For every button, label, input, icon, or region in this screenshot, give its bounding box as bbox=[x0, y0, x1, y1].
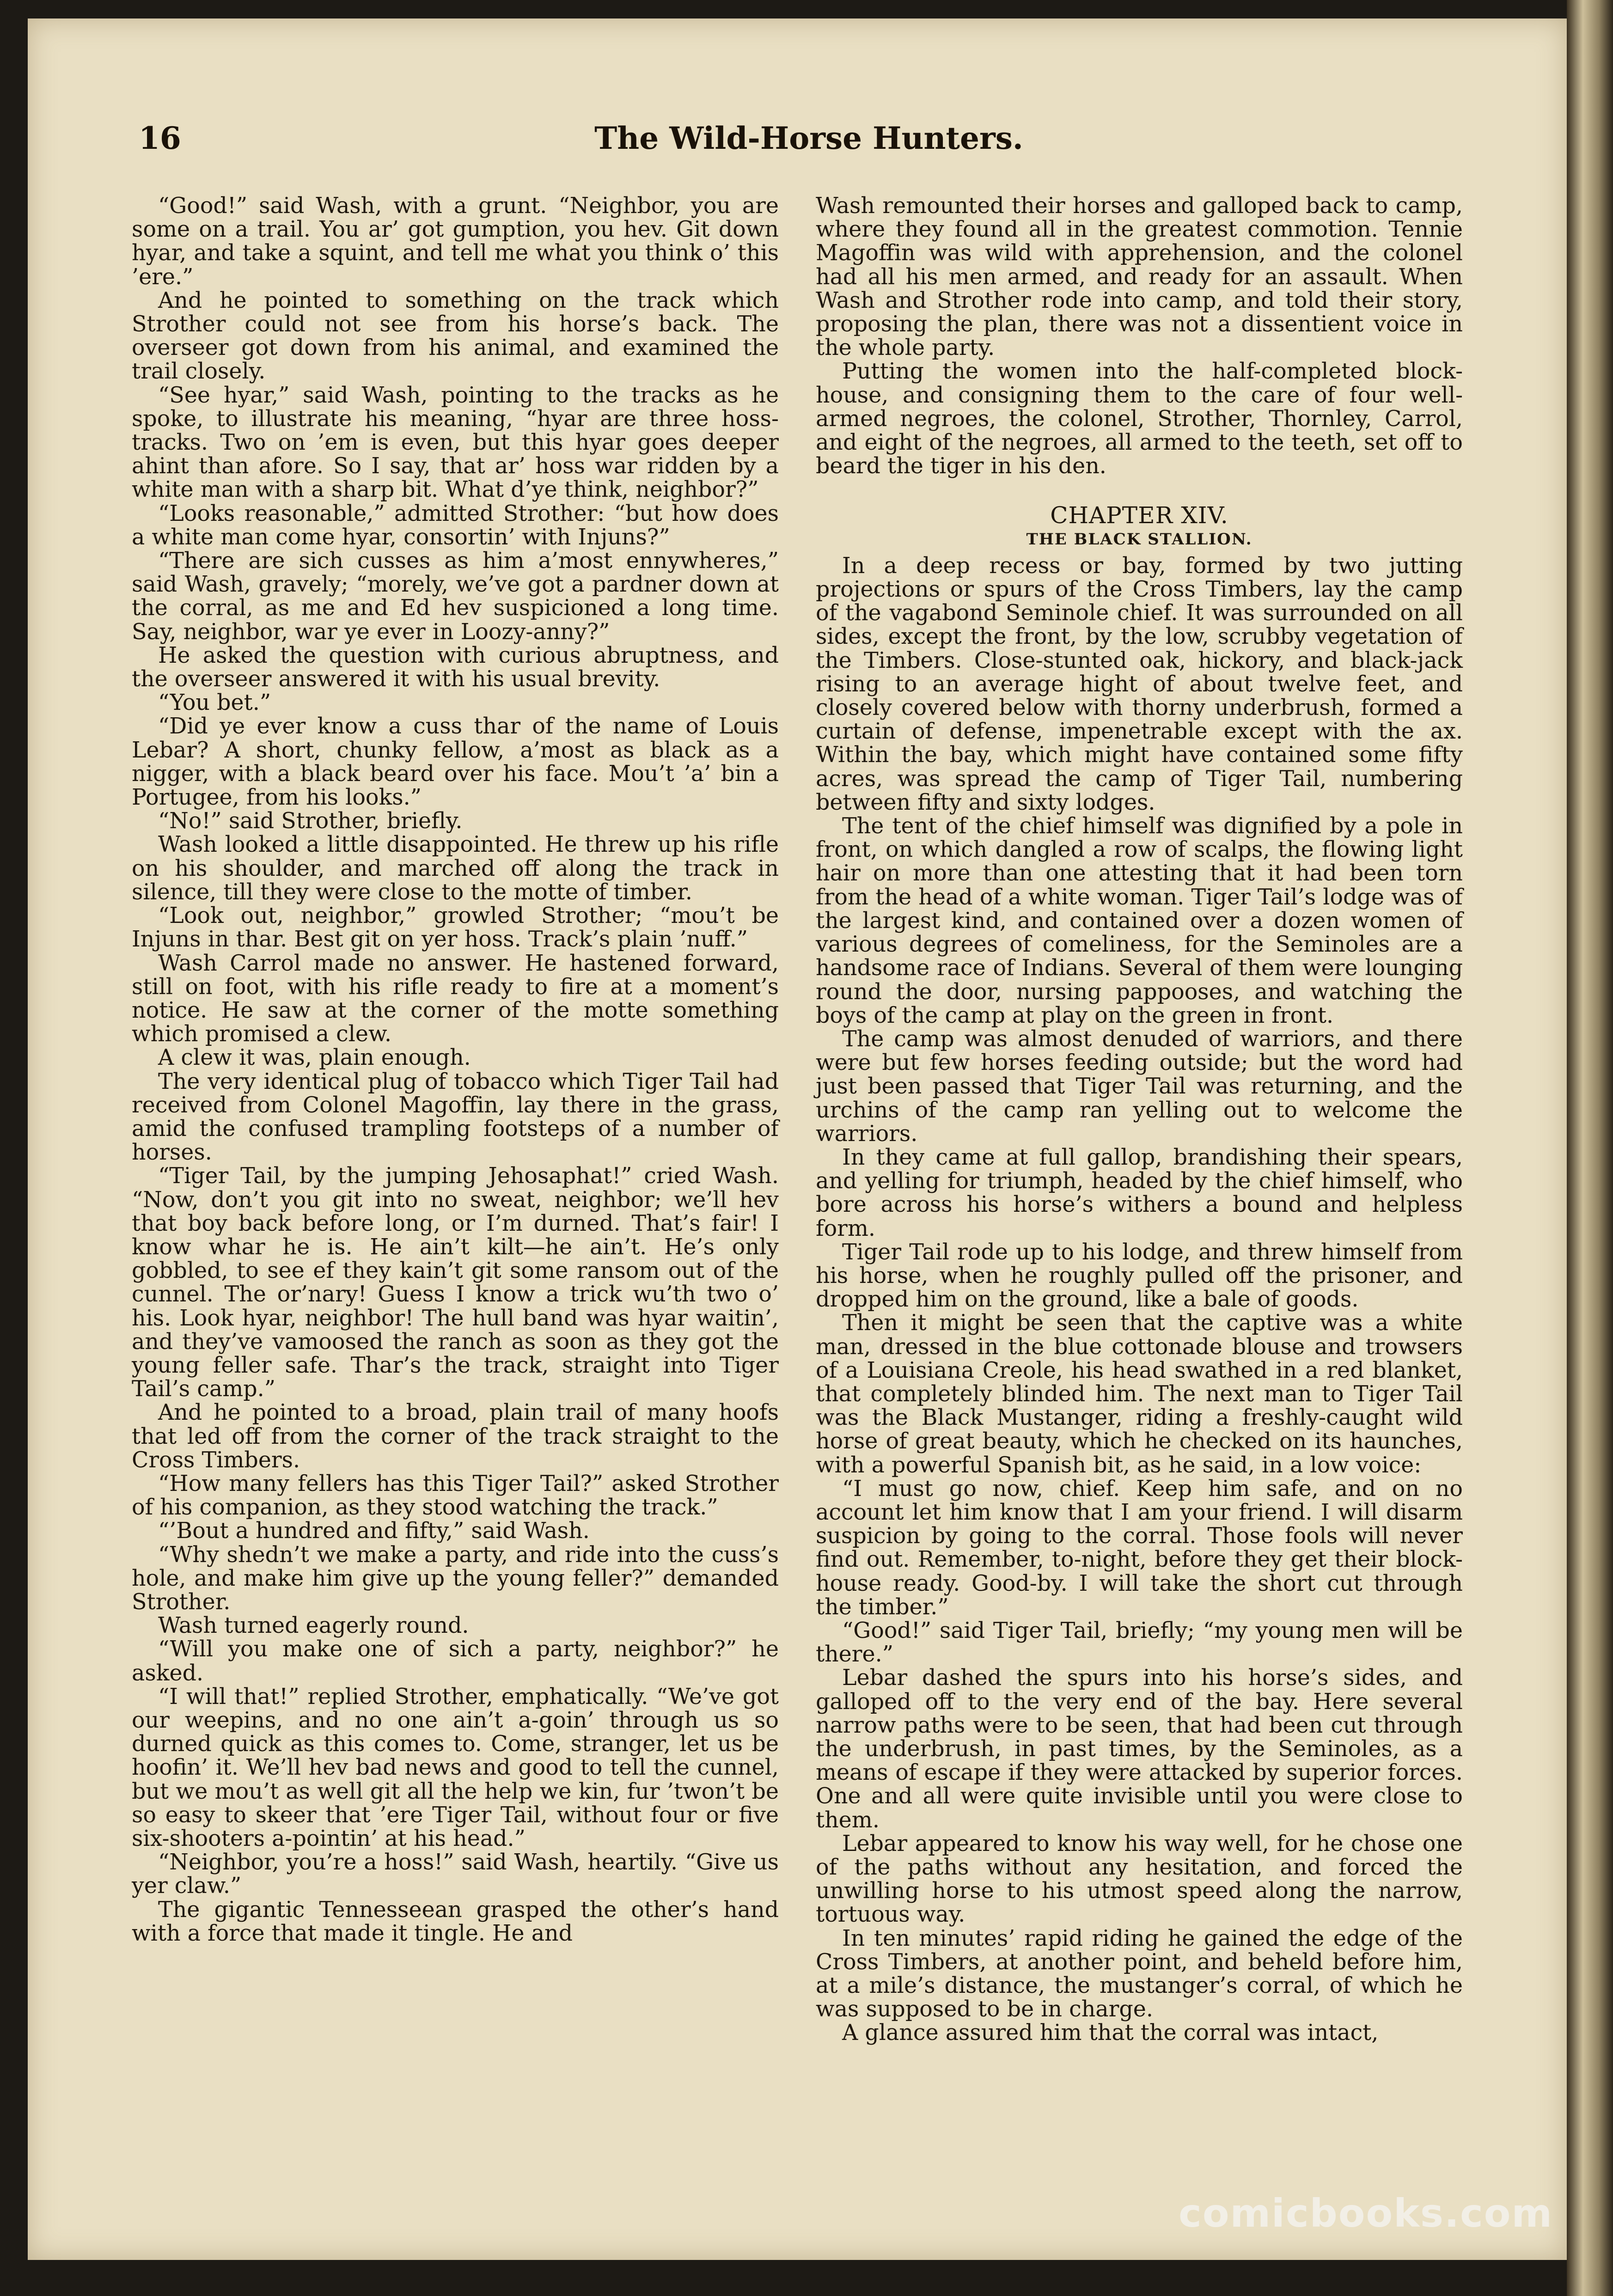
paragraph: Wash turned eagerly round. bbox=[158, 1613, 469, 1639]
watermark: comicbooks.com bbox=[1179, 2191, 1553, 2236]
paragraph: And he pointed to a broad, plain trail of many hoofs that led off from the corner of the track straight to the Cross Timbers. bbox=[132, 1400, 779, 1473]
paragraph: “’Bout a hundred and fifty,” said Wash. bbox=[158, 1518, 590, 1544]
paragraph: Putting the women into the half-completed block-house, and consigning them to the care of four well-armed negroes, the colonel, Strother, Thornley, Carrol, and eight of the negroes, all armed to the teeth, set off to beard the tiger in his den. bbox=[816, 359, 1463, 479]
paragraph: The tent of the chief himself was dignified by a pole in front, on which dangled a row of scalps, the flowing light hair on more than one attesting that it had been torn from the head of a white woman. Tiger Tail’s lodge was of the largest kind, and contained over a dozen women of various degrees of comeliness, for the Seminoles are a handsome race of Indians. Several of them were lounging round the door, nursing pappooses, and watching the boys of the camp at play on the green in front. bbox=[816, 813, 1463, 1028]
paragraph: In ten minutes’ rapid riding he gained the edge of the Cross Timbers, at another point, and beheld before him, at a mile’s distance, the mustanger’s corral, of which he was supposed to be in charge. bbox=[816, 1925, 1463, 2022]
paragraph: “Looks reasonable,” admitted Strother: “but how does a white man come hyar, consortin’ with Injuns?” bbox=[132, 501, 779, 550]
paragraph: And he pointed to something on the track which Strother could not see from his horse’s back. The overseer got down from his animal, and examined the trail closely. bbox=[132, 287, 779, 385]
paragraph: A glance assured him that the corral was intact, bbox=[842, 2020, 1379, 2046]
paragraph: In a deep recess or bay, formed by two jutting projections or spurs of the Cross Timbers, lay the camp of the vagabond Seminole chief. It was surrounded on all sides, except the front, by the low, scrubby vegetation of the Timbers. Close-stunted oak, hickory, and black-jack rising to an average hight of about twelve feet, and closely covered below with thorny underbrush, formed a curtain of defense, impenetrable except with the ax. Within the bay, which might have contained some fifty acres, was spread the camp of Tiger Tail, numbering between fifty and sixty lodges. bbox=[816, 553, 1463, 815]
paragraph: “I will that!” replied Strother, emphatically. “We’ve got our weepins, and no one ain’t a-goin’ through us so durned quick as this comes to. Come, stranger, let us be hoofin’ it. We’ll hev bad news and good to tell the cunnel, but we mou’t as well git all the help we kin, fur ’twon’t be so easy to skeer that ’ere Tiger Tail, without four or five six-shooters a-pointin’ at his head.” bbox=[132, 1684, 779, 1852]
paragraph: “You bet.” bbox=[158, 690, 271, 716]
paragraph: He asked the question with curious abruptness, and the overseer answered it with his usual brevity. bbox=[132, 642, 779, 692]
binding-spine bbox=[1567, 0, 1613, 2296]
left-column bbox=[132, 194, 779, 1945]
paragraph: “How many fellers has this Tiger Tail?” asked Strother of his companion, as they stood watching the track.” bbox=[132, 1471, 779, 1520]
page-header bbox=[139, 116, 1479, 166]
paragraph: “Tiger Tail, by the jumping Jehosaphat!” cried Wash. “Now, don’t you git into no sweat, neighbor; we’ll hev that boy back before long, or I’m durned. That’s fair! I know whar he is. He ain’t kilt—he ain’t. He’s only gobbled, to see ef they kain’t git some ransom out of the cunnel. The or’nary! Guess I know a trick wu’th two o’ his. Look hyar, neighbor! The hull band was hyar waitin’, and they’ve vamoosed the ranch as soon as they got the young feller safe. Thar’s the track, straight into Tiger Tail’s camp.” bbox=[132, 1163, 779, 1402]
paragraph: Wash Carrol made no answer. He hastened forward, still on foot, with his rifle ready to fire at a moment’s notice. He saw at the corner of the motte something which promised a clew. bbox=[132, 950, 779, 1047]
paragraph: Wash looked a little disappointed. He threw up his rifle on his shoulder, and marched off along the track in silence, till they were close to the motte of timber. bbox=[132, 832, 779, 905]
paragraph: “Look out, neighbor,” growled Strother; “mou’t be Injuns in thar. Best git on yer hoss. Track’s plain ’nuff.” bbox=[132, 903, 779, 953]
running-title: The Wild-Horse Hunters. bbox=[594, 120, 1023, 156]
paragraph: Wash remounted their horses and galloped back to camp, where they found all in the greatest commotion. Tennie Magoffin was wild with apprehension, and the colonel had all his men armed, and ready for an assault. When Wash and Strother rode into camp, and told their story, proposing the plan, there was not a dissentient voice in the whole party. bbox=[816, 193, 1463, 361]
paragraph: Lebar dashed the spurs into his horse’s sides, and galloped off to the very end of the bay. Here several narrow paths were to be seen, that had been cut through the underbrush, in past times, by the Seminoles, as a means of escape if they were attacked by superior forces. One and all were quite invisible until you were close to them. bbox=[816, 1665, 1463, 1833]
right-column bbox=[816, 194, 1463, 2045]
paragraph: Then it might be seen that the captive was a white man, dressed in the blue cottonade blouse and trowsers of a Louisiana Creole, his head swathed in a red blanket, that completely blinded him. The next man to Tiger Tail was the Black Mustanger, riding a freshly-caught wild horse of great beauty, which he checked on its haunches, with a powerful Spanish bit, as he said, in a low voice: bbox=[816, 1310, 1463, 1478]
paragraph: Tiger Tail rode up to his lodge, and threw himself from his horse, when he roughly pulled off the prisoner, and dropped him on the ground, like a bale of goods. bbox=[816, 1239, 1463, 1313]
paragraph: “See hyar,” said Wash, pointing to the tracks as he spoke, to illustrate his meaning, “hyar are three hoss-tracks. Two on ’em is even, but this hyar goes deeper ahint than afore. So I say, that ar’ hoss war ridden by a white man with a sharp bit. What d’ye think, neighbor?” bbox=[132, 382, 779, 503]
paragraph: “Neighbor, you’re a hoss!” said Wash, heartily. “Give us yer claw.” bbox=[132, 1850, 779, 1899]
paragraph: “There are sich cusses as him a’most ennywheres,” said Wash, gravely; “morely, we’ve got a pardner down at the corral, as me and Ed hev suspicioned a long time. Say, neighbor, war ye ever in Loozy-anny?” bbox=[132, 548, 779, 645]
paragraph: The camp was almost denuded of warriors, and there were but few horses feeding outside; but the word had just been passed that Tiger Tail was returning, and the urchins of the camp ran yelling out to welcome the warriors. bbox=[816, 1026, 1463, 1147]
paragraph: “I must go now, chief. Keep him safe, and on no account let him know that I am your friend. I will disarm suspicion by going to the corral. Those fools will never find out. Remember, to-night, before they get their block-house ready. Good-by. I will take the short cut through the timber.” bbox=[816, 1476, 1463, 1620]
chapter-subtitle: THE BLACK STALLION. bbox=[1026, 530, 1253, 549]
paragraph: Lebar appeared to know his way well, for he chose one of the paths without any hesitation, and forced the unwilling horse to his utmost speed along the narrow, tortuous way. bbox=[816, 1831, 1463, 1928]
paragraph: The gigantic Tennesseean grasped the other’s hand with a force that made it tingle. He and bbox=[132, 1897, 779, 1946]
paragraph: “Good!” said Wash, with a grunt. “Neighbor, you are some on a trail. You ar’ got gumption, you hev. Git down hyar, and take a squint, and tell me what you think o’ this ’ere.” bbox=[132, 193, 779, 290]
paragraph: The very identical plug of tobacco which Tiger Tail had received from Colonel Magoffin, lay there in the grass, amid the confused trampling footsteps of a number of horses. bbox=[132, 1069, 779, 1166]
paragraph: “Will you make one of sich a party, neighbor?” he asked. bbox=[132, 1637, 779, 1686]
chapter-heading: CHAPTER XIV. bbox=[1050, 502, 1228, 529]
page-number: 16 bbox=[139, 120, 181, 156]
paragraph: In they came at full gallop, brandishing their spears, and yelling for triumph, headed by the chief himself, who bore across his horse’s withers a bound and helpless form. bbox=[816, 1144, 1463, 1241]
paragraph: “Did ye ever know a cuss thar of the name of Louis Lebar? A short, chunky fellow, a’most as black as a nigger, with a black beard over his face. Mou’t ’a’ bin a Portugee, from his looks.” bbox=[132, 714, 779, 811]
paragraph: “Good!” said Tiger Tail, briefly; “my young men will be there.” bbox=[816, 1618, 1463, 1667]
paragraph: A clew it was, plain enough. bbox=[158, 1045, 471, 1071]
paragraph: “Why shedn’t we make a party, and ride into the cuss’s hole, and make him give up the young feller?” demanded Strother. bbox=[132, 1542, 779, 1615]
paragraph: “No!” said Strother, briefly. bbox=[158, 808, 463, 834]
